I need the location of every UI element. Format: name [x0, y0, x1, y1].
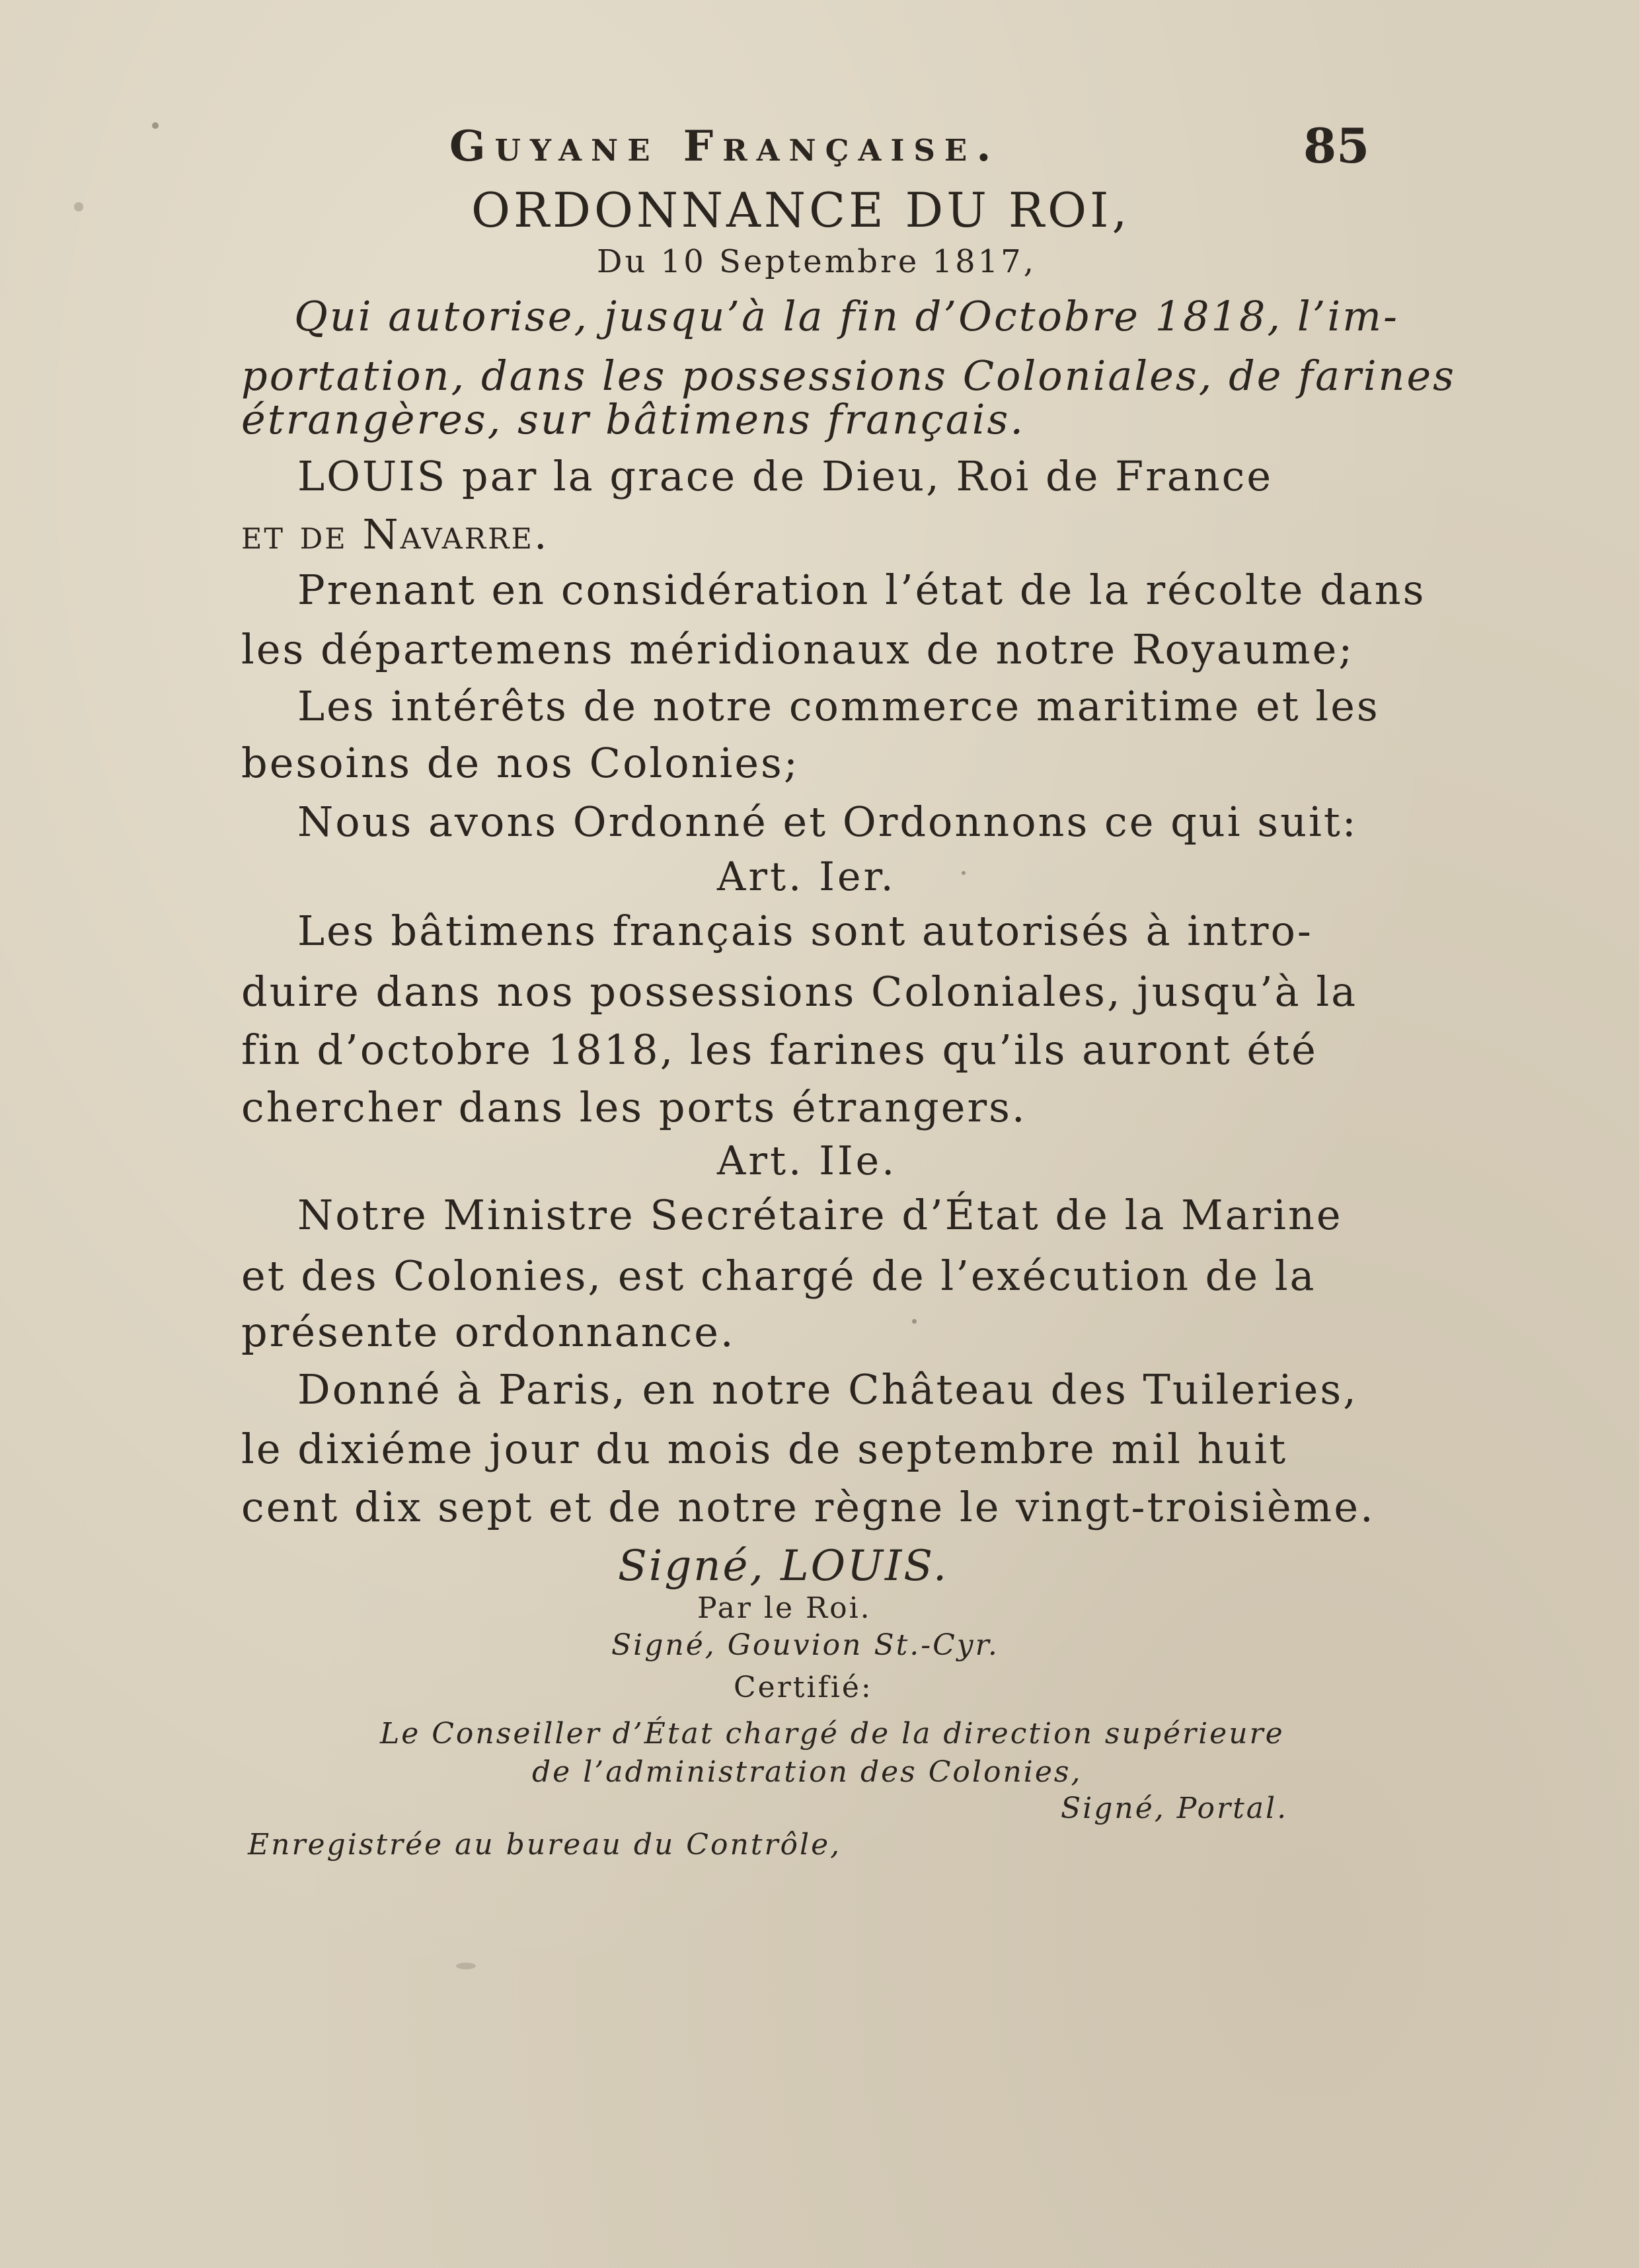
par-le-roi: Par le Roi. — [697, 1591, 872, 1625]
certifie-label: Certifié: — [734, 1671, 873, 1704]
article-2-line-2: et des Colonies, est chargé de l’exécution de la — [241, 1252, 1316, 1300]
considerant-line-5: Nous avons Ordonné et Ordonnons ce qui suit: — [297, 798, 1358, 846]
ordinance-title: ORDONNANCE DU ROI, — [471, 182, 1131, 238]
considerant-line-2: les départemens méridionaux de notre Royaume; — [241, 625, 1355, 673]
considerant-line-3: Les intérêts de notre commerce maritime et les — [297, 682, 1380, 730]
subtitle-line-1: Qui autorise, jusqu’à la fin d’Octobre 1818, l’im- — [294, 292, 1399, 340]
page-number: 85 — [1303, 118, 1370, 174]
preamble-text-1: LOUIS par la grace de Dieu, Roi de France — [297, 452, 1274, 500]
article-1-line-3: fin d’octobre 1818, les farines qu’ils auront été — [241, 1026, 1318, 1074]
running-head: Guyane Française. — [449, 122, 1001, 171]
conseiller-line-2: de l’administration des Colonies, — [532, 1755, 1083, 1789]
article-2-heading: Art. IIe. — [717, 1138, 897, 1184]
enregistree-note: Enregistrée au bureau du Contrôle, — [248, 1828, 842, 1862]
article-1-line-2: duire dans nos possessions Coloniales, jusqu’à la — [241, 967, 1358, 1016]
paper-speck — [152, 122, 159, 129]
considerant-line-1: Prenant en considération l’état de la récolte dans — [297, 566, 1426, 614]
subtitle-line-2: portation, dans les possessions Coloniales, de farines — [241, 352, 1456, 400]
preamble-line-1 — [297, 452, 1274, 500]
paper-speck — [912, 1319, 917, 1324]
article-1-line-1: Les bâtimens français sont autorisés à intro- — [297, 907, 1313, 955]
paper-speck — [74, 202, 83, 211]
subtitle-line-3: étrangères, sur bâtimens français. — [241, 395, 1026, 443]
article-2-line-3: présente ordonnance. — [241, 1308, 736, 1356]
closing-line-2: le dixiéme jour du mois de septembre mil huit — [241, 1425, 1288, 1473]
closing-line-1: Donné à Paris, en notre Château des Tuileries, — [297, 1365, 1358, 1414]
article-1-line-4: chercher dans les ports étrangers. — [241, 1083, 1027, 1131]
ordinance-date: Du 10 Septembre 1817, — [597, 243, 1036, 280]
signature-portal: Signé, Portal. — [1061, 1792, 1289, 1825]
considerant-line-4: besoins de nos Colonies; — [241, 739, 800, 787]
closing-line-3: cent dix sept et de notre règne le vingt-troisième. — [241, 1483, 1375, 1531]
preamble-line-2: et de Navarre. — [241, 510, 549, 558]
conseiller-line-1: Le Conseiller d’État chargé de la direction supérieure — [380, 1717, 1285, 1751]
paper-speck — [962, 871, 966, 875]
signature-minister: Signé, Gouvion St.-Cyr. — [611, 1628, 999, 1662]
paper-speck — [456, 1963, 476, 1969]
signature-king: Signé, LOUIS. — [618, 1542, 949, 1591]
article-2-line-1: Notre Ministre Secrétaire d’État de la Marine — [297, 1191, 1343, 1239]
article-1-heading: Art. Ier. — [717, 854, 896, 900]
